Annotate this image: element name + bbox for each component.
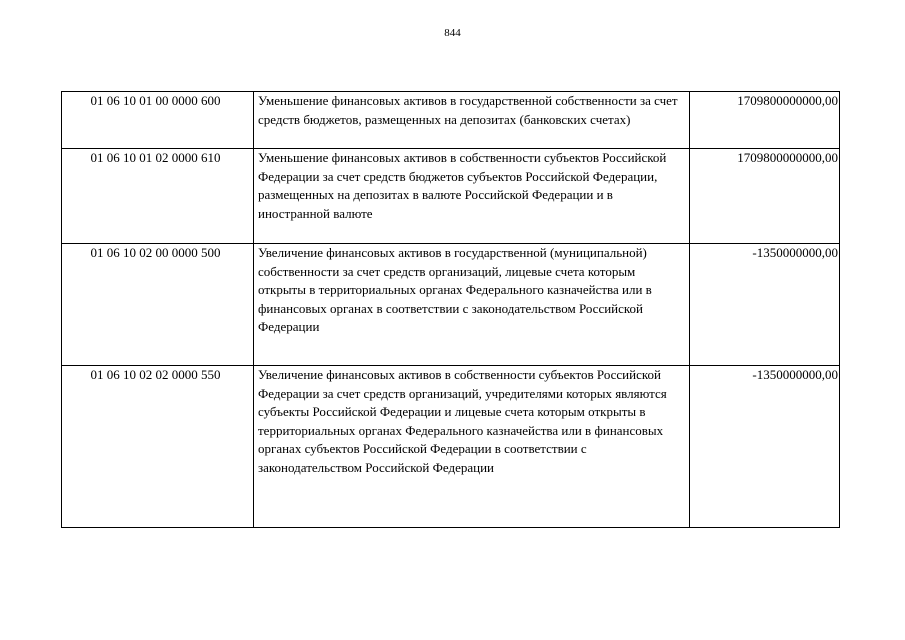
table-row: [62, 244, 840, 366]
description-cell: Увеличение финансовых активов в собственности субъектов Российской Федерации за счет средств организаций, учредителями которых являются субъекты Российской Федерации и лицевые счета которым открыты в территориальных органах Федерального казначейства или в финансовых органах субъектов Российской Федерации в соответствии с законодательством Российской Федерации: [254, 366, 690, 528]
budget-code-cell: 01 06 10 01 02 0000 610: [62, 149, 254, 244]
page-number: 844: [444, 27, 461, 39]
table-row: [62, 366, 840, 528]
table-row: [62, 149, 840, 244]
amount-cell: -1350000000,00: [690, 244, 840, 366]
description-cell: Увеличение финансовых активов в государственной (муниципальной) собственности за счет средств организаций, лицевые счета которым открыты в территориальных органах Федерального казначейства или в финансовых органах в соответствии с законодательством Российской Федерации: [254, 244, 690, 366]
description-cell: Уменьшение финансовых активов в собственности субъектов Российской Федерации за счет средств бюджетов субъектов Российской Федерации, размещенных на депозитах в валюте Российской Федерации и в иностранной валюте: [254, 149, 690, 244]
amount-cell: 1709800000000,00: [690, 92, 840, 149]
amount-cell: 1709800000000,00: [690, 149, 840, 244]
budget-code-cell: 01 06 10 02 02 0000 550: [62, 366, 254, 528]
budget-code-cell: 01 06 10 01 00 0000 600: [62, 92, 254, 149]
table-row: [62, 92, 840, 149]
amount-cell: -1350000000,00: [690, 366, 840, 528]
budget-code-cell: 01 06 10 02 00 0000 500: [62, 244, 254, 366]
budget-sources-table: [61, 91, 840, 528]
description-cell: Уменьшение финансовых активов в государственной собственности за счет средств бюджетов, размещенных на депозитах (банковских счетах): [254, 92, 690, 149]
